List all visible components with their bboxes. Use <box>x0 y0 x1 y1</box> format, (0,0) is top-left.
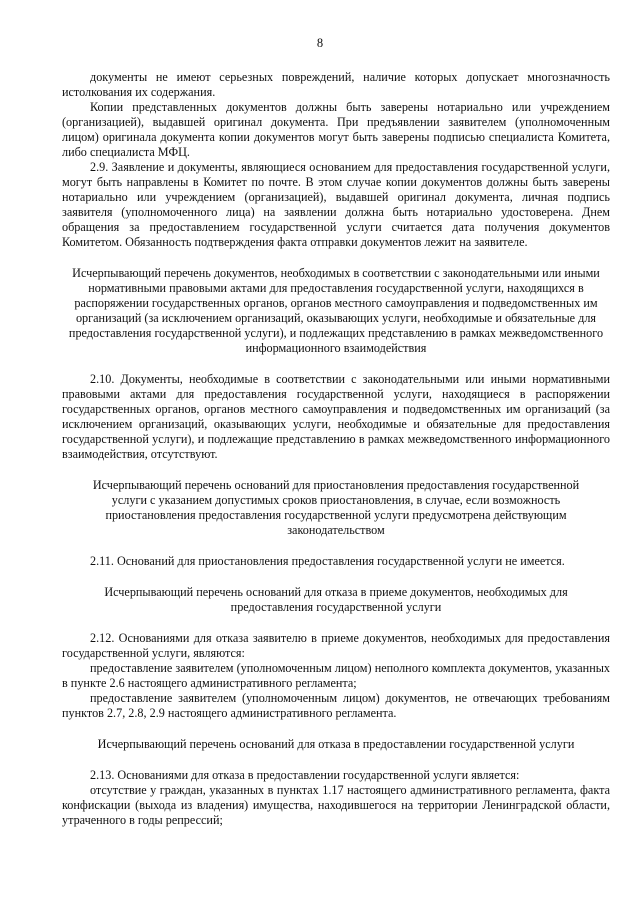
paragraph-copies: Копии представленных документов должны быть заверены нотариально или учреждением (организацией), выдавшей оригинал документа. При предъявлении заявителем (уполномоченным лицом) оригинала документа копии документов могут быть заверены подписью специалиста Комитета, либо специалиста МФЦ. <box>62 100 610 159</box>
section-heading-refusal-acceptance: Исчерпывающий перечень оснований для отказа в приеме документов, необходимых для предоставления государственной услуги <box>104 585 568 614</box>
section-heading-refusal-service: Исчерпывающий перечень оснований для отказа в предоставлении государственной услуги <box>97 737 575 751</box>
paragraph-2-13: 2.13. Основаниями для отказа в предоставлении государственной услуги является: <box>90 768 520 782</box>
section-heading-documents-list: Исчерпывающий перечень документов, необходимых в соответствии с законодательными или иными нормативными правовыми актами для предоставления государственной услуги, находящихся в распоряжении государственных органов, органов местного самоуправления и подведомственных им организаций (за исключением организаций, оказывающих услуги, необходимые и обязательные для предоставления государственной услуги), и подлежащих представлению в рамках межведомственного информационного взаимодействия <box>68 266 604 355</box>
paragraph-2-9: 2.9. Заявление и документы, являющиеся основанием для предоставления государственной услуги, могут быть направлены в Комитет по почте. В этом случае копии документов должны быть заверены нотариально или учреждением (организацией), выдавшей оригинал документа, личная подпись заявителя (уполномоченного лица) на заявлении должна быть нотариально удостоверена. Днем обращения за предоставлением государственной услуги считается дата получения документов Комитетом. Обязанность подтверждения факта отправки документов лежит на заявителе. <box>62 160 610 249</box>
paragraph-2-11: 2.11. Оснований для приостановления предоставления государственной услуги не имеется. <box>90 554 565 568</box>
paragraph-2-12-item-1: предоставление заявителем (уполномоченным лицом) неполного комплекта документов, указанных в пункте 2.6 настоящего административного регламента; <box>62 661 610 690</box>
paragraph-2-10: 2.10. Документы, необходимые в соответствии с законодательными или иными нормативными правовыми актами для предоставления государственной услуги, находящиеся в распоряжении государственных органов, органов местного самоуправления и подведомственных им организаций (за исключением организаций, оказывающих услуги, необходимые и обязательные для предоставления государственной услуги), и подлежащие представлению в рамках межведомственного информационного взаимодействия, отсутствуют. <box>62 372 610 461</box>
paragraph-2-12: 2.12. Основаниями для отказа заявителю в приеме документов, необходимых для предоставления государственной услуги, являются: <box>62 631 610 660</box>
paragraph-2-13-item-1: отсутствие у граждан, указанных в пунктах 1.17 настоящего административного регламента, факта конфискации (выхода из владения) имущества, находившегося на территории Ленинградской области, утраченного в годы репрессий; <box>62 783 610 827</box>
paragraph-2-12-item-2: предоставление заявителем (уполномоченным лицом) документов, не отвечающих требованиям пунктов 2.7, 2.8, 2.9 настоящего административного регламента. <box>62 691 610 720</box>
paragraph-continuation: документы не имеют серьезных повреждений, наличие которых допускает многозначность истолкования их содержания. <box>62 70 610 99</box>
page-number: 8 <box>316 36 324 50</box>
document-body <box>62 70 610 828</box>
section-heading-suspension: Исчерпывающий перечень оснований для приостановления предоставления государственной услуги с указанием допустимых сроков приостановления, в случае, если возможность приостановления предоставления государственной услуги предусмотрена действующим законодательством <box>92 478 580 537</box>
